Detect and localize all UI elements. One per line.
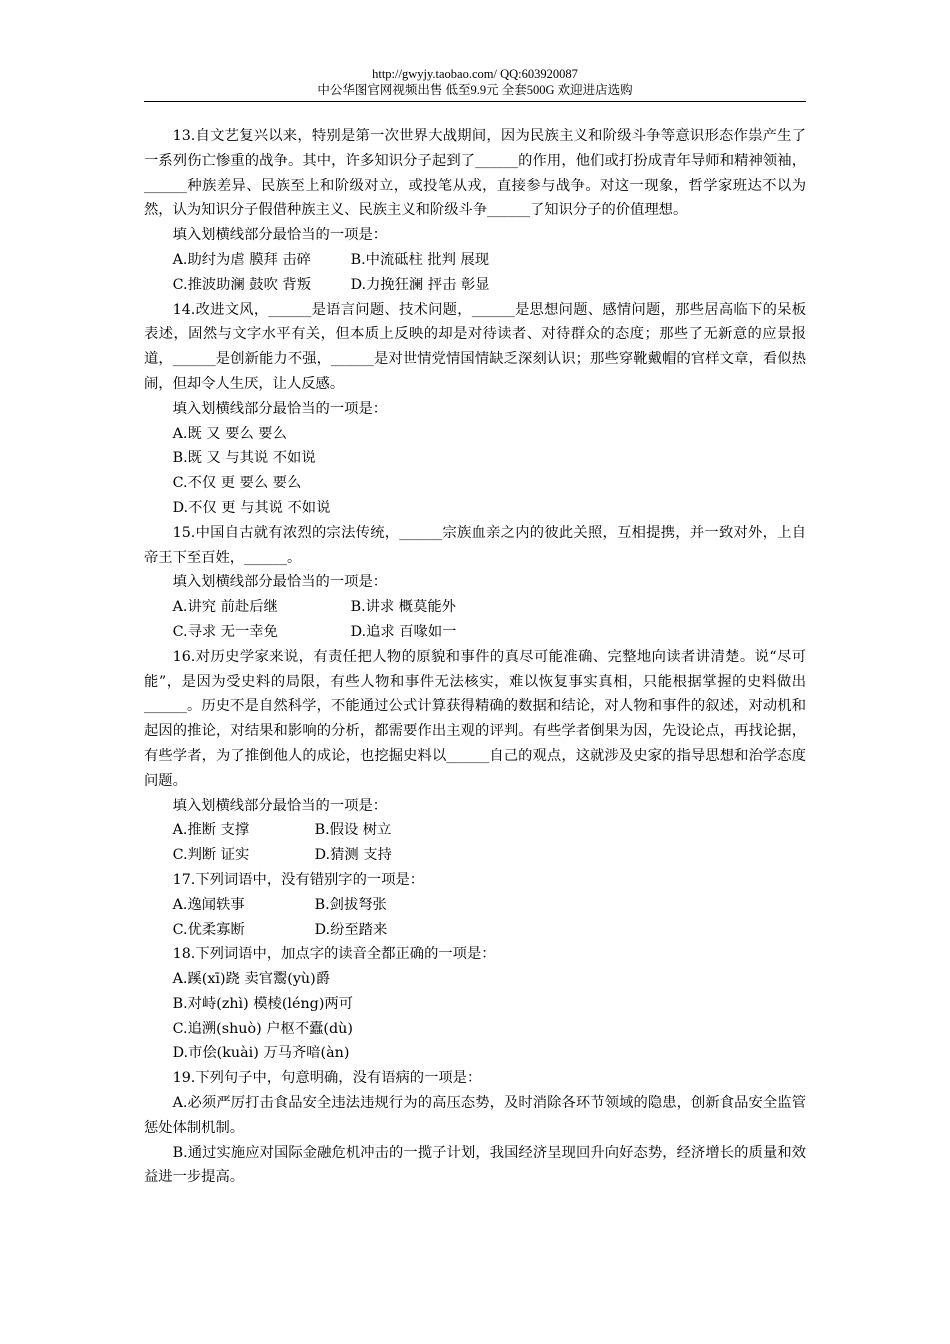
question-16-option-a: A.推断 支撑 [172, 822, 250, 839]
question-18-option-d: D.市侩(kuài) 万马齐喑(àn) [172, 1045, 350, 1062]
question-13-option-b: B.中流砥柱 批判 展现 [350, 251, 490, 268]
question-14-option-b: B.既 又 与其说 不如说 [172, 450, 316, 467]
question-15-option-a: A.讲究 前赴后继 [172, 599, 278, 616]
question-15-option-b: B.讲求 概莫能外 [350, 599, 456, 616]
question-19-option-b: B.通过实施应对国际金融危机冲击的一揽子计划，我国经济呈现回升向好态势，经济增长的质量和效益进一步提高。 [144, 1144, 806, 1186]
page-header [144, 66, 806, 98]
question-16-stem: 16.对历史学家来说，有责任把人物的原貌和事件的真尽可能准确、完整地向读者讲清楚。说“尽可能”，是因为受史料的局限，有些人物和事件无法核实，难以恢复事实真相，只能根据掌握的史料做出______。历史不是自然科学，不能通过公式计算获得精确的数据和结论，对人物和事件的叙述，对动机和起因的推论，对结果和影响的分析，都需要作出主观的评判。有些学者倒果为因，先设论点，再找论据，有些学者，为了推倒他人的成论，也挖掘史料以______自己的观点，这就涉及史家的指导思想和治学态度问题。 [144, 648, 806, 789]
question-16-option-c: C.判断 证实 [172, 847, 250, 864]
question-16-option-d: D.猜测 支持 [314, 847, 392, 864]
question-19-stem: 19.下列句子中，句意明确，没有语病的一项是： [172, 1070, 482, 1087]
question-17-options-row-1 [144, 893, 806, 918]
question-13-stem: 13.自文艺复兴以来，特别是第一次世界大战期间，因为民族主义和阶级斗争等意识形态作祟产生了一系列伤亡惨重的战争。其中，许多知识分子起到了______的作用，他们或打扮成青年导师和精神领袖，______种族差异、民族至上和阶级对立，或投笔从戎，直接参与战争。对这一现象，哲学家班达不以为然，认为知识分子假借种族主义、民族主义和阶级斗争______了知识分子的价值理想。 [144, 128, 806, 219]
question-17-option-d: D.纷至踏来 [314, 921, 388, 938]
question-13-option-d: D.力挽狂澜 抨击 彰显 [350, 276, 490, 293]
question-16-options-row-1 [144, 818, 806, 843]
question-17-option-a: A.逸闻轶事 [172, 896, 245, 913]
question-13-prompt: 填入划横线部分最恰当的一项是： [172, 227, 388, 244]
question-15-stem: 15.中国自古就有浓烈的宗法传统，______宗族血亲之内的彼此关照，互相提携，并一致对外，上自帝王下至百姓，______。 [144, 524, 806, 566]
question-15-option-c: C.寻求 无一幸免 [172, 623, 278, 640]
question-14-option-d: D.不仅 更 与其说 不如说 [172, 499, 331, 516]
question-19-option-a: A.必须严厉打击食品安全违法违规行为的高压态势，及时消除各环节领域的隐患，创新食品安全监管惩处体制机制。 [144, 1095, 806, 1136]
question-15-options-row-1 [144, 595, 806, 620]
question-13-options-row-2 [144, 273, 806, 298]
question-13-option-a: A.助纣为虐 膜拜 击碎 [172, 251, 311, 268]
header-ad-line: 中公华图官网视频出售 低至9.9元 全套500G 欢迎进店选购 [317, 83, 633, 97]
question-14-stem: 14.改进文风，______是语言问题、技术问题，______是思想问题、感情问题，那些居高临下的呆板表述，固然与文字水平有关，但本质上反映的却是对待读者、对待群众的态度；那些了无新意的应景报道，______是创新能力不强，______是对世情党情国情缺乏深刻认识；那些穿靴戴帽的官样文章，看似热闹，但却令人生厌，让人反感。 [144, 301, 806, 392]
question-17-stem: 17.下列词语中，没有错别字的一项是： [172, 871, 425, 888]
question-16-option-b: B.假设 树立 [314, 822, 392, 839]
header-link-line: http://gwyjy.taobao.com/ QQ:603920087 [372, 67, 578, 81]
question-17-options-row-2 [144, 918, 806, 943]
question-18-stem: 18.下列词语中，加点字的读音全都正确的一项是： [172, 946, 496, 963]
question-14-option-a: A.既 又 要么 要么 [172, 425, 287, 442]
question-18-option-b: B.对峙(zhì) 模棱(léng)两可 [172, 995, 353, 1012]
question-15-option-d: D.追求 百喙如一 [350, 623, 457, 640]
question-17-option-b: B.剑拔弩张 [314, 896, 387, 913]
question-16-options-row-2 [144, 843, 806, 868]
question-18-option-c: C.追溯(shuò) 户枢不蠹(dù) [172, 1020, 353, 1037]
question-15-prompt: 填入划横线部分最恰当的一项是： [172, 574, 388, 591]
document-body [144, 124, 806, 1190]
question-18-option-a: A.蹊(xī)跷 卖官鬻(yù)爵 [172, 971, 331, 988]
question-17-option-c: C.优柔寡断 [172, 921, 245, 938]
header-divider [144, 101, 806, 102]
question-14-prompt: 填入划横线部分最恰当的一项是： [172, 400, 388, 417]
question-16-prompt: 填入划横线部分最恰当的一项是： [172, 797, 388, 814]
question-15-options-row-2 [144, 620, 806, 645]
question-13-option-c: C.推波助澜 鼓吹 背叛 [172, 276, 312, 293]
question-13-options-row-1 [144, 248, 806, 273]
question-14-option-c: C.不仅 更 要么 要么 [172, 475, 302, 492]
